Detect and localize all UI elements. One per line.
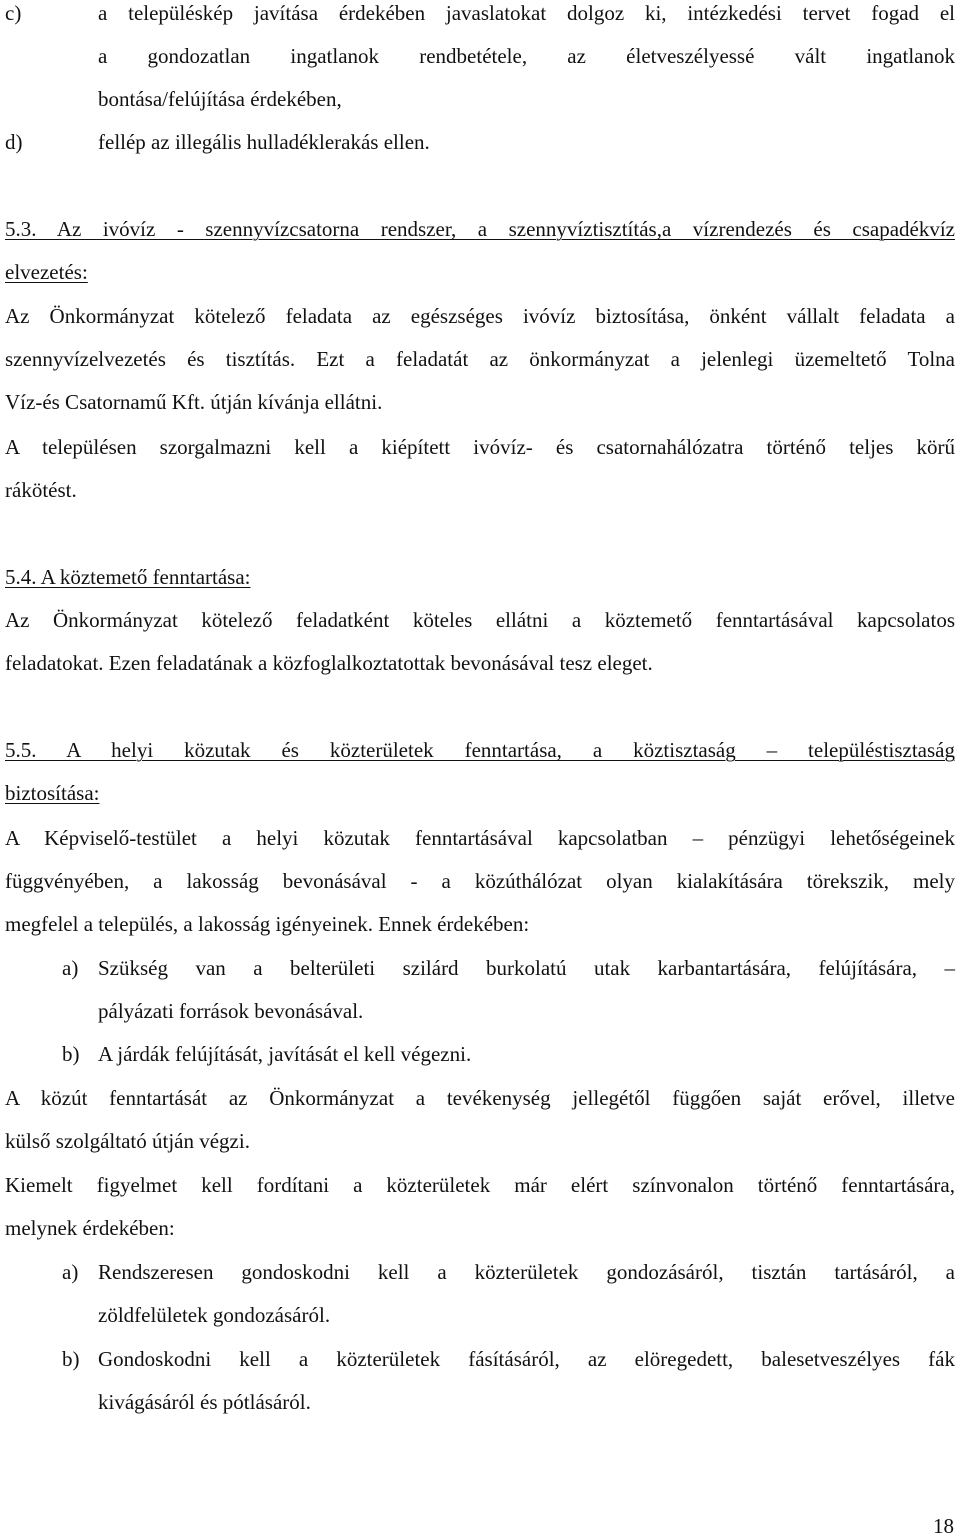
list-item-line: A járdák felújítását, javítását el kell végezni.	[98, 1042, 472, 1066]
list-item-label: a)	[62, 1260, 79, 1284]
list-item-label: d)	[5, 130, 23, 154]
list-item-line: fellép az illegális hulladéklerakás ellen.	[98, 130, 430, 154]
section-heading	[5, 216, 955, 242]
list-item-line: Rendszeresen gondoskodni kell a közterületek gondozásáról, tisztán tartásáról, a	[98, 1260, 955, 1284]
list-item-label: a)	[62, 956, 79, 980]
list-item-line: pályázati források bevonásával.	[98, 999, 364, 1023]
heading-text: elvezetés:	[5, 260, 88, 284]
paragraph-line: rákötést.	[5, 478, 77, 502]
list-item-line: Gondoskodni kell a közterületek fásításáról, az elöregedett, balesetveszélyes fák	[98, 1347, 955, 1371]
paragraph-line: Az Önkormányzat kötelező feladata az egészséges ivóvíz biztosítása, önként vállalt feladata a	[5, 304, 955, 328]
paragraph-line: A településen szorgalmazni kell a kiépített ivóvíz- és csatornahálózatra történő teljes körű	[5, 435, 955, 459]
section-heading	[5, 780, 955, 806]
paragraph-line: A Képviselő-testület a helyi közutak fenntartásával kapcsolatban – pénzügyi lehetőségeinek	[5, 826, 955, 850]
paragraph-line: szennyvízelvezetés és tisztítás. Ezt a feladatát az önkormányzat a jelenlegi üzemeltető Tolna	[5, 347, 955, 371]
section-heading	[5, 564, 955, 590]
list-item-line: zöldfelületek gondozásáról.	[98, 1303, 331, 1327]
paragraph-line: függvényében, a lakosság bevonásával - a közúthálózat olyan kialakítására törekszik, mely	[5, 869, 955, 893]
list-item-label: c)	[5, 1, 22, 25]
page-number: 18	[933, 1514, 954, 1538]
list-item-label: b)	[62, 1347, 80, 1371]
paragraph-line: melynek érdekében:	[5, 1216, 175, 1240]
list-item-line: a gondozatlan ingatlanok rendbetétele, az életveszélyessé vált ingatlanok	[98, 44, 955, 68]
paragraph-line: A közút fenntartását az Önkormányzat a tevékenység jellegétől függően saját erővel, illetve	[5, 1086, 955, 1110]
list-item-line: bontása/felújítása érdekében,	[98, 87, 342, 111]
paragraph-line: Az Önkormányzat kötelező feladatként köteles ellátni a köztemető fenntartásával kapcsolatos	[5, 608, 955, 632]
section-heading	[5, 737, 955, 763]
paragraph-line: külső szolgáltató útján végzi.	[5, 1129, 250, 1153]
paragraph-line: feladatokat. Ezen feladatának a közfoglalkoztatottak bevonásával tesz eleget.	[5, 651, 653, 675]
section-heading	[5, 259, 955, 285]
heading-text: 5.3. Az ivóvíz - szennyvízcsatorna rendszer, a szennyvíztisztítás,a vízrendezés és csapadékvíz	[5, 217, 955, 241]
heading-text: biztosítása:	[5, 781, 100, 805]
list-item-line: Szükség van a belterületi szilárd burkolatú utak karbantartására, felújítására, –	[98, 956, 955, 980]
paragraph-line: Kiemelt figyelmet kell fordítani a közterületek már elért színvonalon történő fenntartására,	[5, 1173, 955, 1197]
heading-text: 5.5. A helyi közutak és közterületek fenntartása, a köztisztaság – településtisztaság	[5, 738, 955, 762]
heading-text: 5.4. A köztemető fenntartása:	[5, 565, 251, 589]
paragraph-line: Víz-és Csatornamű Kft. útján kívánja ellátni.	[5, 390, 383, 414]
list-item-line: kivágásáról és pótlásáról.	[98, 1390, 311, 1414]
list-item-label: b)	[62, 1042, 80, 1066]
paragraph-line: megfelel a település, a lakosság igényeinek. Ennek érdekében:	[5, 912, 530, 936]
list-item-line: a településkép javítása érdekében javaslatokat dolgoz ki, intézkedési tervet fogad el	[98, 1, 955, 25]
